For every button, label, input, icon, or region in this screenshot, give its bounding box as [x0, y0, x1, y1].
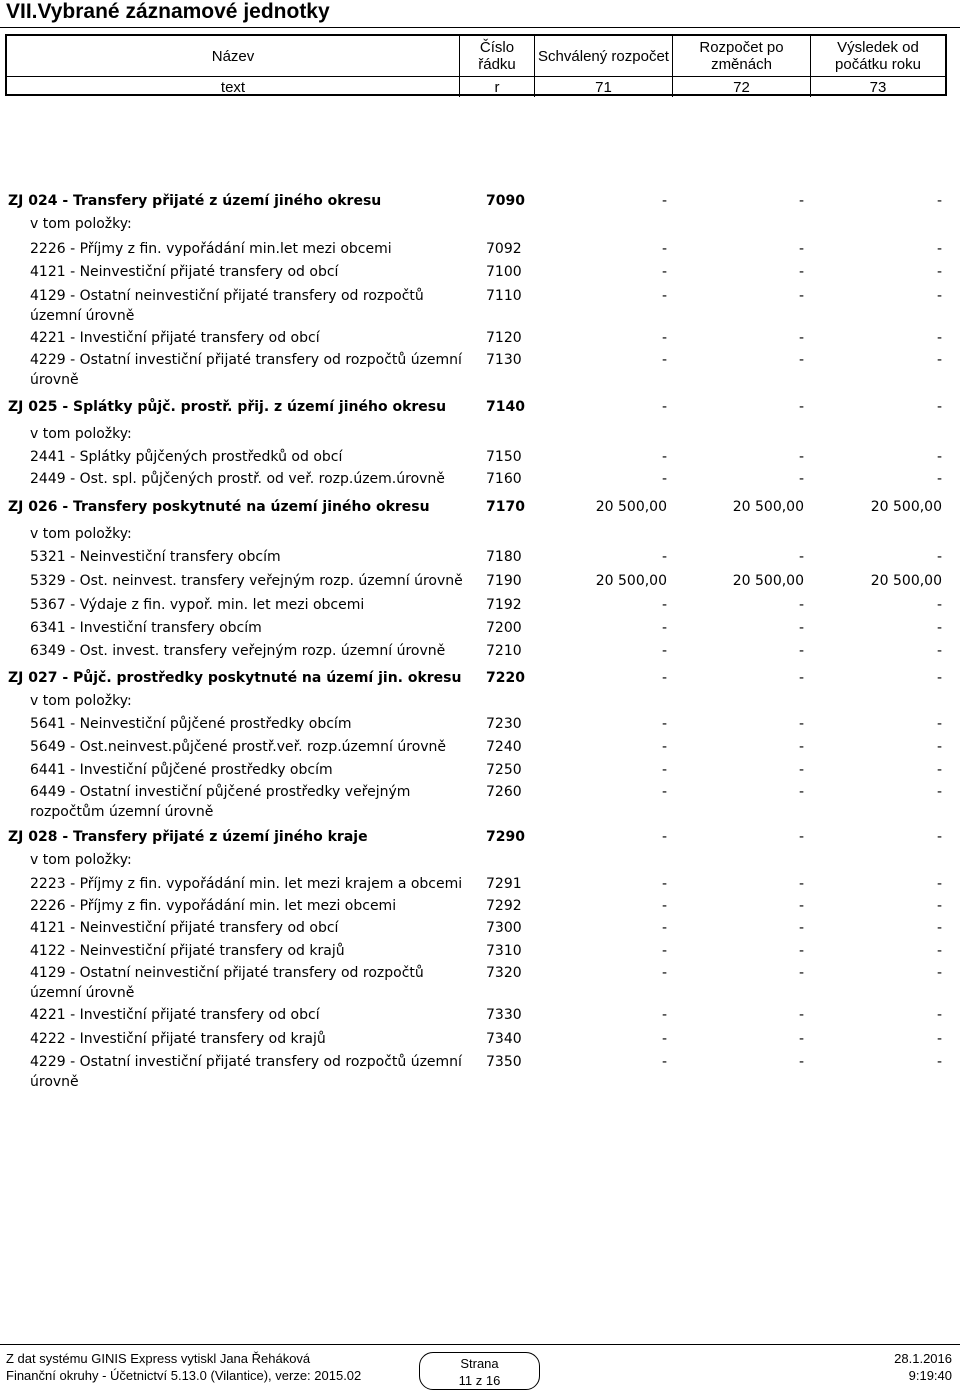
title-divider: [0, 27, 960, 28]
result-value: 20 500,00: [870, 499, 942, 515]
result-value: -: [936, 620, 942, 636]
revised-budget-value: -: [798, 716, 804, 732]
result-value: -: [936, 829, 942, 845]
result-value: -: [936, 943, 942, 959]
row-name: 5367 - Výdaje z fin. vypoř. min. let mezi obcemi: [30, 597, 365, 613]
revised-budget-value: -: [798, 670, 804, 686]
header-row-codes: [7, 76, 945, 97]
row-name: 4222 - Investiční přijaté transfery od krajů: [30, 1031, 326, 1047]
revised-budget-value: -: [798, 1054, 804, 1070]
result-value: -: [936, 739, 942, 755]
row-name: v tom položky:: [30, 526, 132, 542]
revised-budget-value: -: [798, 1007, 804, 1023]
revised-budget-value: -: [798, 943, 804, 959]
result-value: -: [936, 549, 942, 565]
result-value: -: [936, 1054, 942, 1070]
footer-software: Finanční okruhy - Účetnictví 5.13.0 (Vilantice), verze: 2015.02: [6, 1368, 362, 1383]
revised-budget-value: -: [798, 876, 804, 892]
row-number: 7291: [486, 876, 522, 892]
row-number: 7340: [486, 1031, 522, 1047]
row-number: 7092: [486, 241, 522, 257]
row-name: v tom položky:: [30, 693, 132, 709]
row-number: 7330: [486, 1007, 522, 1023]
revised-budget-value: -: [798, 449, 804, 465]
revised-budget-value: 20 500,00: [732, 499, 804, 515]
revised-budget-value: -: [798, 965, 804, 981]
revised-budget-value: -: [798, 898, 804, 914]
row-name: 2226 - Příjmy z fin. vypořádání min.let mezi obcemi: [30, 241, 392, 257]
revised-budget-value: -: [798, 597, 804, 613]
approved-budget-value: -: [661, 352, 667, 368]
row-name: 4129 - Ostatní neinvestiční přijaté transfery od rozpočtů územní úrovně: [30, 965, 424, 1001]
row-name: 5649 - Ost.neinvest.půjčené prostř.veř. rozp.územní úrovně: [30, 739, 447, 755]
revised-budget-value: -: [798, 1031, 804, 1047]
result-value: -: [936, 643, 942, 659]
row-name: 5329 - Ost. neinvest. transfery veřejným rozp. územní úrovně: [30, 573, 463, 589]
revised-budget-value: -: [798, 471, 804, 487]
page-number: 11 z 16: [458, 1373, 501, 1388]
revised-budget-value: -: [798, 264, 804, 280]
header-row-labels: [7, 36, 945, 76]
row-name: 4121 - Neinvestiční přijaté transfery od obcí: [30, 920, 339, 936]
approved-budget-value: -: [661, 876, 667, 892]
approved-budget-value: -: [661, 449, 667, 465]
header-row-number: Číslo řádku: [459, 36, 534, 76]
approved-budget-value: -: [661, 399, 667, 415]
row-number: 7292: [486, 898, 522, 914]
row-name: 6441 - Investiční půjčené prostředky obcím: [30, 762, 333, 778]
approved-budget-value: -: [661, 739, 667, 755]
row-name: 4229 - Ostatní investiční přijaté transfery od rozpočtů územní úrovně: [30, 352, 462, 388]
row-name: 4129 - Ostatní neinvestiční přijaté transfery od rozpočtů územní úrovně: [30, 288, 424, 324]
revised-budget-value: -: [798, 920, 804, 936]
approved-budget-value: -: [661, 264, 667, 280]
header-result: Výsledek od počátku roku: [810, 36, 945, 76]
row-number: 7210: [486, 643, 522, 659]
approved-budget-value: -: [661, 241, 667, 257]
approved-budget-value: -: [661, 1031, 667, 1047]
row-name: ZJ 027 - Půjč. prostředky poskytnuté na území jin. okresu: [8, 670, 462, 686]
approved-budget-value: -: [661, 193, 667, 209]
row-name: v tom položky:: [30, 216, 132, 232]
row-number: 7260: [486, 784, 522, 800]
approved-budget-value: -: [661, 1007, 667, 1023]
row-name: v tom položky:: [30, 852, 132, 868]
approved-budget-value: -: [661, 943, 667, 959]
revised-budget-value: -: [798, 549, 804, 565]
result-value: 20 500,00: [870, 573, 942, 589]
header-approved-budget: Schválený rozpočet: [534, 36, 672, 76]
revised-budget-value: -: [798, 739, 804, 755]
row-number: 7250: [486, 762, 522, 778]
approved-budget-value: -: [661, 330, 667, 346]
approved-budget-value: -: [661, 784, 667, 800]
result-value: -: [936, 1031, 942, 1047]
header-code-row: r: [459, 77, 534, 97]
page-label: Strana: [460, 1356, 499, 1371]
row-number: 7220: [486, 670, 525, 686]
result-value: -: [936, 241, 942, 257]
row-name: 2449 - Ost. spl. půjčených prostř. od veř. rozp.územ.úrovně: [30, 471, 445, 487]
revised-budget-value: 20 500,00: [732, 573, 804, 589]
row-name: 4221 - Investiční přijaté transfery od obcí: [30, 330, 320, 346]
revised-budget-value: -: [798, 762, 804, 778]
approved-budget-value: 20 500,00: [595, 573, 667, 589]
result-value: -: [936, 920, 942, 936]
header-code-revised: 72: [672, 77, 810, 97]
result-value: -: [936, 898, 942, 914]
revised-budget-value: -: [798, 399, 804, 415]
row-number: 7130: [486, 352, 522, 368]
approved-budget-value: -: [661, 829, 667, 845]
row-name: v tom položky:: [30, 426, 132, 442]
row-name: 5321 - Neinvestiční transfery obcím: [30, 549, 281, 565]
result-value: -: [936, 670, 942, 686]
header-revised-budget: Rozpočet po změnách: [672, 36, 810, 76]
row-number: 7090: [486, 193, 525, 209]
row-number: 7192: [486, 597, 522, 613]
row-name: 2441 - Splátky půjčených prostředků od obcí: [30, 449, 343, 465]
header-code-budget: 71: [534, 77, 672, 97]
row-number: 7200: [486, 620, 522, 636]
footer-time: 9:19:40: [908, 1368, 952, 1383]
result-value: -: [936, 1007, 942, 1023]
approved-budget-value: -: [661, 288, 667, 304]
row-name: 6349 - Ost. invest. transfery veřejným rozp. územní úrovně: [30, 643, 446, 659]
row-number: 7100: [486, 264, 522, 280]
row-number: 7350: [486, 1054, 522, 1070]
revised-budget-value: -: [798, 241, 804, 257]
header-code-result: 73: [810, 77, 945, 97]
approved-budget-value: -: [661, 670, 667, 686]
approved-budget-value: -: [661, 920, 667, 936]
result-value: -: [936, 876, 942, 892]
revised-budget-value: -: [798, 784, 804, 800]
revised-budget-value: -: [798, 193, 804, 209]
row-number: 7190: [486, 573, 522, 589]
row-number: 7240: [486, 739, 522, 755]
row-number: 7170: [486, 499, 525, 515]
footer-divider: [0, 1344, 960, 1345]
row-name: 2226 - Příjmy z fin. vypořádání min. let mezi obcemi: [30, 898, 397, 914]
footer-left: [6, 1350, 361, 1384]
row-name: ZJ 026 - Transfery poskytnuté na území jiného okresu: [8, 499, 430, 515]
result-value: -: [936, 762, 942, 778]
approved-budget-value: -: [661, 620, 667, 636]
revised-budget-value: -: [798, 352, 804, 368]
approved-budget-value: -: [661, 643, 667, 659]
result-value: -: [936, 330, 942, 346]
row-number: 7230: [486, 716, 522, 732]
revised-budget-value: -: [798, 330, 804, 346]
row-name: ZJ 024 - Transfery přijaté z území jiného okresu: [8, 193, 382, 209]
row-name: 4122 - Neinvestiční přijaté transfery od krajů: [30, 943, 345, 959]
header-name: Název: [211, 47, 255, 65]
revised-budget-value: -: [798, 288, 804, 304]
footer-date: 28.1.2016: [894, 1351, 952, 1366]
row-name: 6341 - Investiční transfery obcím: [30, 620, 262, 636]
approved-budget-value: -: [661, 471, 667, 487]
table-header: [5, 34, 947, 96]
row-name: 4229 - Ostatní investiční přijaté transfery od rozpočtů územní úrovně: [30, 1054, 462, 1090]
result-value: -: [936, 352, 942, 368]
row-number: 7110: [486, 288, 522, 304]
approved-budget-value: -: [661, 597, 667, 613]
result-value: -: [936, 264, 942, 280]
row-name: 4121 - Neinvestiční přijaté transfery od obcí: [30, 264, 339, 280]
row-number: 7120: [486, 330, 522, 346]
row-number: 7310: [486, 943, 522, 959]
row-number: 7300: [486, 920, 522, 936]
row-name: 6449 - Ostatní investiční půjčené prostředky veřejným rozpočtům územní úrovně: [30, 784, 411, 820]
page-title: VII.Vybrané záznamové jednotky: [6, 0, 330, 23]
footer-right: [894, 1350, 952, 1384]
approved-budget-value: -: [661, 762, 667, 778]
result-value: -: [936, 716, 942, 732]
row-name: ZJ 028 - Transfery přijaté z území jiného kraje: [8, 829, 368, 845]
row-number: 7320: [486, 965, 522, 981]
row-name: 5641 - Neinvestiční půjčené prostředky obcím: [30, 716, 352, 732]
row-number: 7140: [486, 399, 525, 415]
revised-budget-value: -: [798, 829, 804, 845]
result-value: -: [936, 399, 942, 415]
footer-printed-by: Z dat systému GINIS Express vytiskl Jana Řeháková: [6, 1351, 311, 1366]
page-indicator: [419, 1352, 540, 1390]
result-value: -: [936, 288, 942, 304]
approved-budget-value: 20 500,00: [595, 499, 667, 515]
approved-budget-value: -: [661, 965, 667, 981]
result-value: -: [936, 471, 942, 487]
header-code-name: text: [220, 78, 246, 96]
approved-budget-value: -: [661, 898, 667, 914]
result-value: -: [936, 784, 942, 800]
row-name: 4221 - Investiční přijaté transfery od obcí: [30, 1007, 320, 1023]
row-name: 2223 - Příjmy z fin. vypořádání min. let mezi krajem a obcemi: [30, 876, 463, 892]
result-value: -: [936, 449, 942, 465]
approved-budget-value: -: [661, 716, 667, 732]
revised-budget-value: -: [798, 620, 804, 636]
result-value: -: [936, 597, 942, 613]
approved-budget-value: -: [661, 549, 667, 565]
row-number: 7150: [486, 449, 522, 465]
revised-budget-value: -: [798, 643, 804, 659]
row-number: 7160: [486, 471, 522, 487]
row-name: ZJ 025 - Splátky půjč. prostř. přij. z území jiného okresu: [8, 399, 447, 415]
row-number: 7290: [486, 829, 525, 845]
result-value: -: [936, 193, 942, 209]
row-number: 7180: [486, 549, 522, 565]
result-value: -: [936, 965, 942, 981]
approved-budget-value: -: [661, 1054, 667, 1070]
